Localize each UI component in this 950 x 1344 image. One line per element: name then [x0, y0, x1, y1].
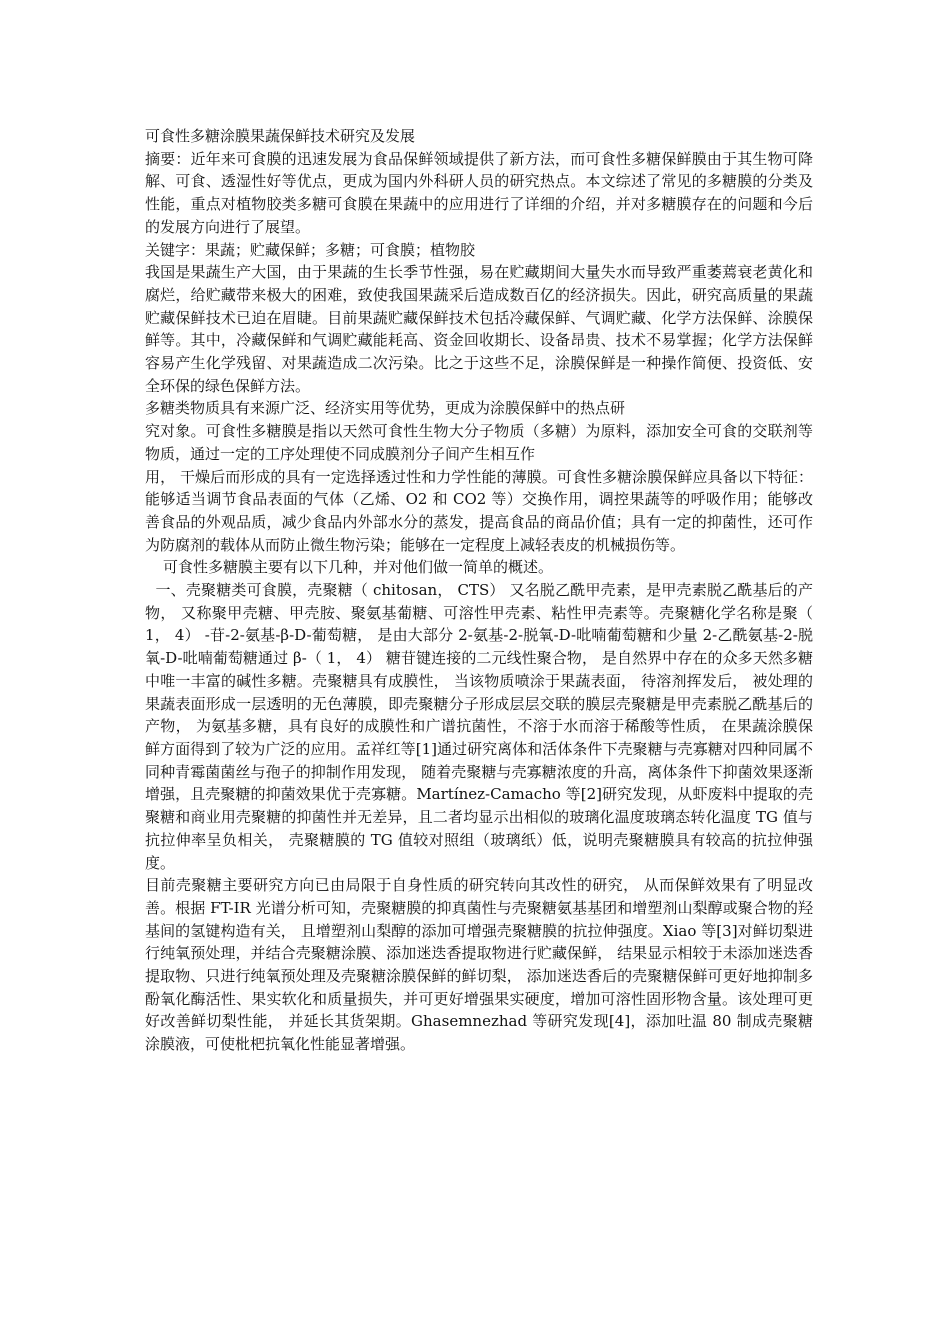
document-page	[145, 125, 813, 1056]
polysaccharide-paragraph-part3: 用， 干燥后而形成的具有一定选择透过性和力学性能的薄膜。可食性多糖涂膜保鲜应具备以下特征： 能够适当调节食品表面的气体（乙烯、O2 和 CO2 等）交换作用，调控果蔬等的呼吸作用；能够改善食品的外观品质，减少食品内外部水分的蒸发，提高食品的商品价值；具有一定的抑菌性，还可作为防腐剂的载体从而防止微生物污染；能够在一定程度上减轻表皮的机械损伤等。	[145, 467, 813, 554]
polysaccharide-paragraph-line1: 多糖类物质具有来源广泛、经济实用等优势，更成为涂膜保鲜中的热点研	[145, 399, 626, 418]
abstract-paragraph: 摘要：近年来可食膜的迅速发展为食品保鲜领域提供了新方法，而可食性多糖保鲜膜由于其生物可降解、可食、透湿性好等优点，更成为国内外科研人员的研究热点。本文综述了常见的多糖膜的分类及性能，重点对植物胶类多糖可食膜在果蔬中的应用进行了详细的介绍，并对多糖膜存在的问题和今后的发展方向进行了展望。	[145, 149, 813, 236]
chitosan-modification-paragraph: 目前壳聚糖主要研究方向已由局限于自身性质的研究转向其改性的研究， 从而保鲜效果有了明显改善。根据 FT-IR 光谱分析可知，壳聚糖膜的抑真菌性与壳聚糖氨基基团和增塑剂山梨醇或聚合物的羟基间的氢键构造有关， 且增塑剂山梨醇的添加可增强壳聚糖膜的抗拉伸强度。Xiao 等[3]对鲜切梨进行纯氧预处理，并结合壳聚糖涂膜、添加迷迭香提取物进行贮藏保鲜， 结果显示相较于未添加迷迭香提取物、只进行纯氧预处理及壳聚糖涂膜保鲜的鲜切梨， 添加迷迭香后的壳聚糖保鲜可更好地抑制多酚氧化酶活性、果实软化和质量损失，并可更好增强果实硬度，增加可溶性固形物含量。该处理可更好改善鲜切梨性能， 并延长其货架期。Ghasemnezhad 等研究发现[4]，添加吐温 80 制成壳聚糖涂膜液，可使枇杷抗氧化性能显著增强。	[145, 876, 813, 1054]
intro-paragraph: 我国是果蔬生产大国，由于果蔬的生长季节性强，易在贮藏期间大量失水而导致严重萎蔫衰老黄化和腐烂，给贮藏带来极大的困难，致使我国果蔬采后造成数百亿的经济损失。因此，研究高质量的果蔬贮藏保鲜技术已迫在眉睫。目前果蔬贮藏保鲜技术包括冷藏保鲜、气调贮藏、化学方法保鲜、涂膜保鲜等。其中，冷藏保鲜和气调贮藏能耗高、资金回收期长、设备昂贵、技术不易掌握；化学方法保鲜容易产生化学残留、对果蔬造成二次污染。比之于这些不足，涂膜保鲜是一种操作简便、投资低、安全环保的绿色保鲜方法。	[145, 263, 813, 395]
chitosan-section-paragraph: 一、壳聚糖类可食膜，壳聚糖（ chitosan， CTS） 又名脱乙酰甲壳素，是甲壳素脱乙酰基后的产物， 又称聚甲壳糖、甲壳胺、聚氨基葡糖、可溶性甲壳素、粘性甲壳素等。壳聚糖化学名称是聚（ 1， 4） -苷-2-氨基-β-D-葡萄糖， 是由大部分 2-氨基-2-脱氧-D-吡喃葡萄糖和少量 2-乙酰氨基-2-脱氧-D-吡喃葡萄糖通过 β-（ 1， 4） 糖苷键连接的二元线性聚合物， 是自然界中存在的众多天然多糖中唯一丰富的碱性多糖。壳聚糖具有成膜性， 当该物质喷涂于果蔬表面， 待溶剂挥发后， 被处理的果蔬表面形成一层透明的无色薄膜，即壳聚糖分子形成层层交联的膜层壳聚糖是甲壳素脱乙酰基后的产物， 为氨基多糖，具有良好的成膜性和广谱抗菌性，不溶于水而溶于稀酸等性质， 在果蔬涂膜保鲜方面得到了较为广泛的应用。孟祥红等[1]通过研究离体和活体条件下壳聚糖与壳寡糖对四种同属不同种青霉菌菌丝与孢子的抑制作用发现， 随着壳聚糖与壳寡糖浓度的升高，离体条件下抑菌效果逐渐增强，且壳聚糖的抑菌效果优于壳寡糖。Martínez-Camacho 等[2]研究发现，从虾废料中提取的壳聚糖和商业用壳聚糖的抑菌性并无差异，且二者均显示出相似的玻璃化温度玻璃态转化温度 TG 值与抗拉伸率呈负相关， 壳聚糖膜的 TG 值较对照组（玻璃纸）低，说明壳聚糖膜具有较高的抗拉伸强度。	[145, 581, 813, 872]
keywords-line: 关键字：果蔬；贮藏保鲜；多糖；可食膜；植物胶	[145, 240, 476, 259]
polysaccharide-paragraph-part2: 究对象。可食性多糖膜是指以天然可食性生物大分子物质（多糖）为原料，添加安全可食的交联剂等物质，通过一定的工序处理使不同成膜剂分子间产生相互作	[145, 422, 813, 463]
document-title: 可食性多糖涂膜果蔬保鲜技术研究及发展	[145, 127, 416, 145]
overview-line: 可食性多糖膜主要有以下几种，并对他们做一简单的概述。	[163, 558, 554, 577]
